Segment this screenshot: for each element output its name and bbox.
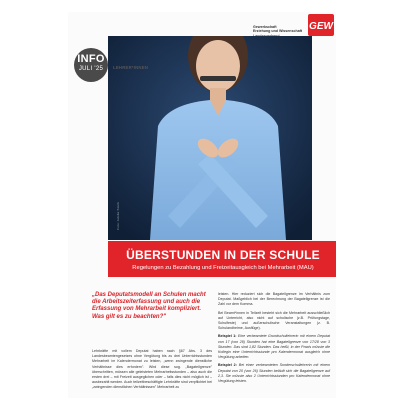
badge-issue: JULI '25 <box>78 66 104 72</box>
example-text: Eine verbeamtete Grundschullehrerin mit einem Deputat von 17 (von 28) Stunden hat eine Bagatellgrenze von 17/28 von 3 Stunden. Das sind 1,82 Stunden. Das heißt, in der Praxis müsste die Kollegin eine Unterrichtsstunde pro Kalendermonat ausgleich ohne Vergütung arbeiten. <box>218 334 330 360</box>
example-label: Beispiel 2: <box>218 363 237 368</box>
info-badge <box>74 48 108 82</box>
org-line: Erziehung und Wissenschaft <box>253 29 303 34</box>
quote-line: „Das Deputatsmodell an Schulen macht <box>92 292 206 298</box>
section-kicker: LEHRER*INNEN <box>113 65 149 70</box>
gew-logo <box>308 14 334 36</box>
body-paragraph: leisten. Hier reduziert sich die Bagatellgrenze im Verhältnis zum Deputat. Maßgeblich bei der Berechnung der Bagatellgrenze ist die Zahl vor dem Komma. <box>218 292 330 307</box>
page-subtitle: Regelungen zu Bezahlung und Freizeitausgleich bei Mehrarbeit (MAU) <box>132 265 314 271</box>
page-title: ÜBERSTUNDEN IN DER SCHULE <box>126 248 320 262</box>
gew-logo-text: GEW <box>309 21 333 32</box>
title-band <box>108 241 336 277</box>
document-page <box>68 12 336 398</box>
example-text: Bei einer verbeamteten Sonderschullehrerin mit einem Deputat von 20 (von 26) Stunden beläuft sich die Bagatellgrenze auf 2,3. Sie müsste also 2 Unterrichtsstunden pro Kalendermonat ohne Vergütung leisten. <box>218 363 330 384</box>
quote-line: die Arbeitszeiterfassung und auch die <box>92 299 201 306</box>
body-column-left: Lehrkräfte mit vollem Deputat haben nach §67 Abs. 3 des Landesbeamtengesetzes ohne Vergütung bis zu drei Unterrichtsstunden Mehrarbeit im Kalendermonat zu leisten, „wenn zwingende dienstliche Verhältnisse dies erfordern". Wird diese sog. „Bagatellgrenze" überschritten, müssen alle geleisteten Mehrarbeitsstunden – also auch die ersten drei – mit Freizeit ausgeglichen oder – falls dies nicht möglich ist – ausbezahlt werden. Auch teilzeitbeschäftigte Lehrkräfte sind verpflichtet bei „zwingenden dienstlichen Verhältnissen" Mehrarbeit zu <box>92 349 212 390</box>
quote-line: Erfassung von Mehrarbeit kompliziert. <box>92 306 202 313</box>
org-line: Gewerkschaft <box>253 25 277 29</box>
example-paragraph <box>218 363 330 384</box>
example-label: Beispiel 1: <box>218 334 237 339</box>
badge-title: INFO <box>77 53 105 65</box>
photo-credit: Foto: Adobe Stock <box>116 202 120 230</box>
quote-line: Was gilt es zu beachten?" <box>92 313 167 320</box>
pull-quote <box>92 292 212 321</box>
body-column-right <box>218 292 330 387</box>
body-paragraph: Bei Beamt*innen in Teilzeit besteht sich die Mehrarbeit ausschließlich auf Unterricht, also nicht auf schulische (z.B. Prüfungstage, Schulfeste) und außerschulische Veranstaltungen (z. B. Schulandheime, Ausflüge). <box>218 310 330 331</box>
example-paragraph <box>218 334 330 360</box>
